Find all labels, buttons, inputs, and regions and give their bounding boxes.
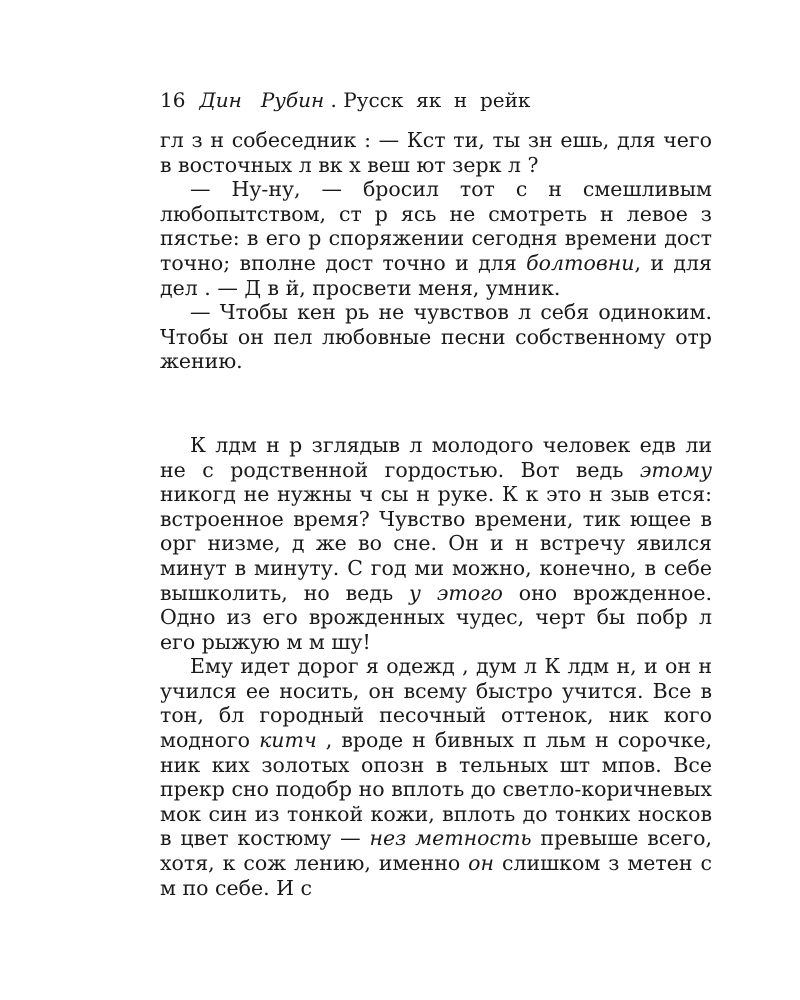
paragraph: — Чтобы кен рь не чувствов л себя одиноким. Чтобы он пел любовные песни собственному отр жению. [160, 300, 712, 374]
italic-word: этому [639, 457, 712, 482]
italic-word: он [468, 851, 495, 876]
paragraph: — Ну-ну, — бросил тот с н смешливым любопытством, ст р ясь не смотреть н левое з пястье: в его р споряжении сегодня времени дост точно; вполне дост точно и для болтовни, и для дел . — Д в й, просвети меня, умник. [160, 177, 712, 300]
text-section-2 [160, 433, 712, 900]
italic-word: нез метность [369, 826, 532, 851]
book-title: . Русск як н рейк [330, 88, 531, 112]
italic-word: болтовни [526, 250, 635, 275]
italic-word: у этого [409, 580, 503, 605]
paragraph: К лдм н р зглядыв л молодого человек едв ли не с родственной гордостью. Вот ведь этому никогд не нужны ч сы н руке. К к это н зыв ется: встроенное время? Чувство времени, тик ющее в орг низме, д же во сне. Он и н встречу явился минут в минуту. С год ми можно, конечно, в себе вышколить, но ведь у этого оно врожденное. Одно из его врожденных чудес, черт бы побр л его рыжую м м шу! [160, 432, 712, 654]
author-name: Дин Рубин [199, 88, 325, 112]
paragraph: Ему идет дорог я одежд , дум л К лдм н, и он н учился ее носить, он всему быстро учится. Все в тон, бл городный песочный оттенок, ник кого модного китч , вроде н бивных п льм н сорочке, ник ких золотых опозн в тельных шт мпов. Все прекр сно подобр но вплоть до светло-коричневых мок син из тонкой кожи, вплоть до тонких носков в цвет костюму — нез метность превыше всего, хотя, к сож лению, именно он слишком з метен с м по себе. И с [160, 654, 712, 900]
page-number: 16 [160, 88, 186, 112]
paragraph: гл з н собеседник : — Кст ти, ты зн ешь, для чего в восточных л вк х веш ют зерк л ? [160, 128, 712, 177]
italic-word: китч [259, 728, 317, 753]
running-head [160, 82, 712, 118]
book-page [160, 82, 712, 900]
text-section-1 [160, 128, 712, 374]
